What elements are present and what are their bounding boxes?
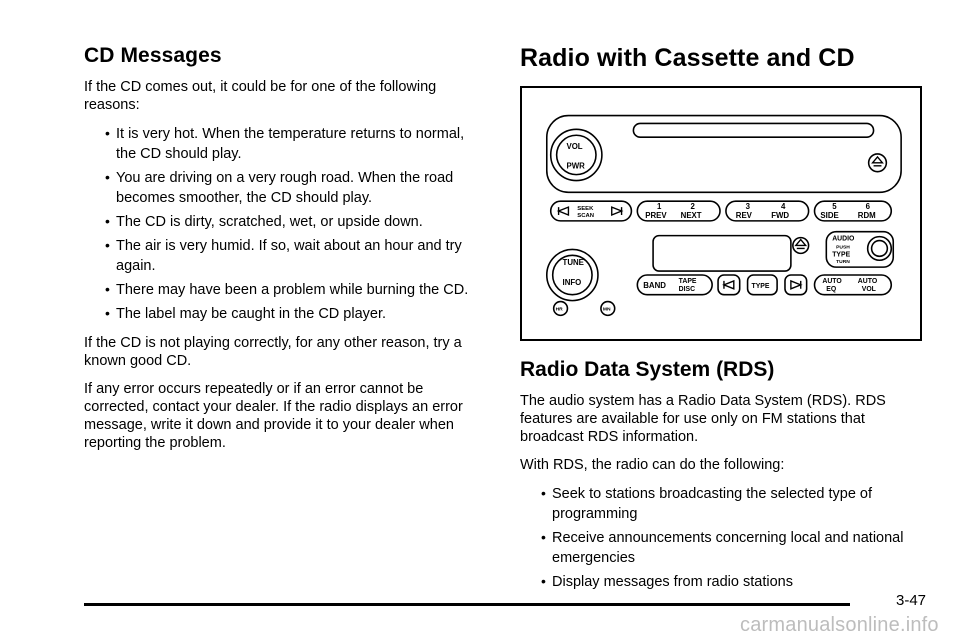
bullet-icon: • xyxy=(105,125,110,141)
cd-not-playing-paragraph: If the CD is not playing correctly, for any other reason, try a known good CD. xyxy=(84,335,462,369)
tune-knob xyxy=(547,249,598,300)
svg-text:TYPE: TYPE xyxy=(751,282,770,290)
cd-messages-heading: CD Messages xyxy=(84,44,222,67)
list-item: • There may have been a problem while burning the CD. xyxy=(105,281,469,298)
cd-messages-section xyxy=(84,44,484,462)
svg-text:REV: REV xyxy=(735,210,752,220)
eject-icon xyxy=(796,240,806,249)
svg-text:DISC: DISC xyxy=(678,285,696,293)
bullet-icon: • xyxy=(541,485,546,501)
list-item: • It is very hot. When the temperature returns to normal, the CD should play. xyxy=(105,125,465,162)
watermark: carmanualsonline.info xyxy=(740,614,939,636)
svg-text:2: 2 xyxy=(690,202,695,212)
list-item: • Display messages from radio stations xyxy=(541,573,793,590)
bullet-icon: • xyxy=(541,529,546,545)
page-number: 3-47 xyxy=(896,592,927,609)
svg-text:AUTO: AUTO xyxy=(822,277,842,285)
svg-text:TURN: TURN xyxy=(836,260,850,266)
svg-text:4: 4 xyxy=(781,202,786,212)
seek-label: SEEK xyxy=(577,206,594,213)
cd-error-paragraph: If any error occurs repeatedly or if an error cannot be corrected, contact your dealer. If the radio displays an error message, write it down and provide it to your dealer when reporting the problem. xyxy=(84,381,463,451)
rds-heading: Radio Data System (RDS) xyxy=(520,358,775,381)
bullet-icon: • xyxy=(105,169,110,185)
radio-faceplate xyxy=(522,88,920,339)
scan-label: SCAN xyxy=(577,212,594,219)
seek-up-icon xyxy=(612,207,622,215)
pwr-label: PWR xyxy=(566,161,585,171)
svg-text:NEXT: NEXT xyxy=(680,210,702,220)
svg-text:TYPE: TYPE xyxy=(832,251,851,259)
cd-slot-housing xyxy=(547,116,901,193)
cassette-door xyxy=(653,236,791,271)
svg-text:EQ: EQ xyxy=(826,285,837,293)
seek-up-button xyxy=(785,275,807,295)
svg-text:AUTO: AUTO xyxy=(857,277,878,285)
svg-text:PUSH: PUSH xyxy=(836,245,850,251)
list-item: • Receive announcements concerning local and national emergencies xyxy=(541,529,904,566)
volume-knob xyxy=(551,129,602,180)
svg-text:PREV: PREV xyxy=(645,210,667,220)
svg-text:BAND: BAND xyxy=(643,280,666,290)
svg-text:MN: MN xyxy=(602,307,611,313)
seek-down-icon xyxy=(559,207,569,215)
svg-text:1: 1 xyxy=(657,202,662,212)
rds-paragraph-1: The audio system has a Radio Data System (RDS). RDS features are available for use only on FM stations that broadcast RDS information. xyxy=(520,393,886,445)
svg-text:5: 5 xyxy=(832,202,837,212)
svg-text:3: 3 xyxy=(745,202,750,212)
svg-text:SIDE: SIDE xyxy=(820,210,839,220)
svg-text:FWD: FWD xyxy=(771,210,790,220)
rds-section xyxy=(520,358,930,602)
list-item: • The label may be caught in the CD player. xyxy=(105,305,387,322)
audio-label: AUDIO xyxy=(832,235,855,243)
radio-illustration xyxy=(520,86,922,341)
tune-label: TUNE xyxy=(562,258,584,268)
vol-label: VOL xyxy=(566,142,583,152)
eject-icon xyxy=(873,157,883,166)
bullet-icon: • xyxy=(105,213,110,229)
rds-paragraph-2: With RDS, the radio can do the following: xyxy=(520,457,785,473)
seek-down-button xyxy=(718,275,740,295)
svg-text:6: 6 xyxy=(865,202,871,212)
seek-up-icon xyxy=(791,281,801,289)
radio-heading: Radio with Cassette and CD xyxy=(520,44,855,72)
footer-rule xyxy=(84,603,850,606)
rds-features-list xyxy=(520,484,930,592)
svg-text:HR: HR xyxy=(555,307,563,313)
cd-messages-intro: If the CD comes out, it could be for one of the following reasons: xyxy=(84,79,437,113)
bullet-icon: • xyxy=(541,573,546,589)
svg-text:TAPE: TAPE xyxy=(678,277,697,285)
bullet-icon: • xyxy=(105,281,110,297)
list-item: • The air is very humid. If so, wait about an hour and try again. xyxy=(105,237,462,274)
list-item: • You are driving on a very rough road. When the road becomes smoother, the CD should play. xyxy=(105,169,454,206)
cd-slot xyxy=(633,123,873,137)
radio-section xyxy=(520,44,930,73)
seek-down-icon xyxy=(724,281,734,289)
cd-reasons-list xyxy=(84,124,484,324)
list-item: • The CD is dirty, scratched, wet, or upside down. xyxy=(105,213,423,230)
bullet-icon: • xyxy=(105,237,110,253)
svg-text:RDM: RDM xyxy=(857,210,876,220)
svg-text:VOL: VOL xyxy=(861,285,876,293)
list-item: • Seek to stations broadcasting the selected type of programming xyxy=(541,485,873,522)
info-label: INFO xyxy=(562,277,582,287)
bullet-icon: • xyxy=(105,305,110,321)
